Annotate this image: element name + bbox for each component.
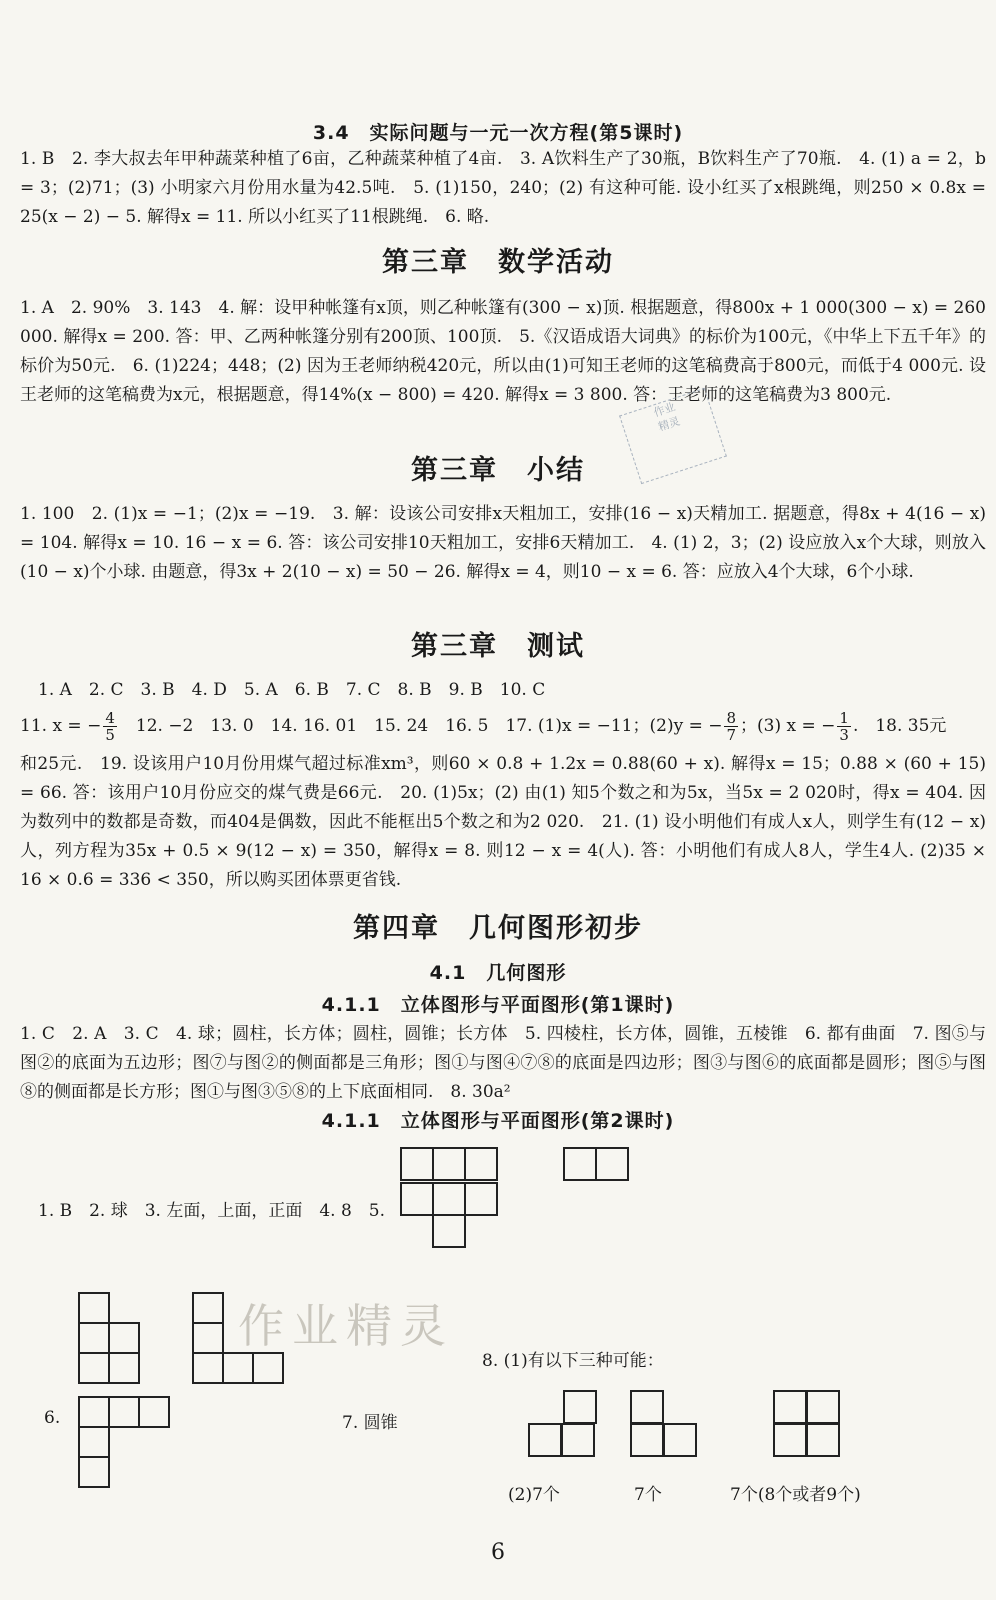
grid-cell (78, 1352, 110, 1384)
section-3-4-answers: 1. B 2. 李大叔去年甲种蔬菜种植了6亩，乙种蔬菜种植了4亩. 3. A饮料生产了30瓶，B饮料生产了70瓶. 4. (1) a = 2，b = 3；(2)71；(3) 小明家六月份用水量为42.5吨. 5. (1)150，240；(2) 有这种可能. 设小红买了x根跳绳，则250 × 0.8x = 25(x − 2) − 5. 解得x = 11. 所以小红买了11根跳绳. 6. 略. (20, 149, 986, 227)
chapter-title-test: 第三章 测试 (411, 631, 585, 662)
watermark-text: 作业精灵 (238, 1299, 454, 1353)
summary-answers: 1. 100 2. (1)x = −1；(2)x = −19. 3. 解：设该公司安排x天粗加工，安排(16 − x)天精加工. 据题意，得8x + 4(16 − x) = 104. 解得x = 10. 16 − x = 6. 答：该公司安排10天粗加工，安排6天精加工. 4. (1) 2，3；(2) 设应放入x个大球，则放入(10 − x)个小球. 由题意，得3x + 2(10 − x) = 50 − 26. 解得x = 4，则10 − x = 6. 答：应放入4个大球，6个小球. (20, 504, 986, 582)
lesson2-answers-line: 1. B 2. 球 3. 左面，上面，正面 4. 8 5. (38, 1201, 386, 1221)
grid-cell (432, 1182, 466, 1216)
q8-answer: 8. (1)有以下三种可能： (482, 1351, 664, 1371)
grid-cell (78, 1456, 110, 1488)
chapter-title-summary: 第三章 小结 (411, 455, 585, 486)
grid-cell (806, 1390, 840, 1424)
math-activity-answers: 1. A 2. 90% 3. 143 4. 解：设甲种帐篷有x顶，则乙种帐篷有(300 − x)顶. 根据题意，得800x + 1 000(300 − x) = 260 000. 解得x = 200. 答：甲、乙两种帐篷分别有200顶、100顶. 5.《汉语成语大词典》的标价为100元，《中华上下五千年》的标价为50元. 6. (1)224；448；(2) 因为王老师纳税420元，所以由(1)可知王老师的这笔稿费高于800元，而低于4 000元. 设王老师的这笔稿费为x元，根据题意，得14%(x − 800) = 420. 解得x = 3 800. 答：王老师的这笔稿费为3 800元. (20, 298, 986, 405)
fill-text-d: . 18. 35元 (852, 716, 947, 736)
fraction-8-7: $\frac{8}{7}$ (726, 709, 737, 744)
test-fill-answers (20, 710, 946, 743)
q7-answer: 7. 圆锥 (342, 1413, 398, 1433)
q6-label: 6. (44, 1408, 61, 1428)
grid-cell (663, 1423, 697, 1457)
fraction-4-5: $\frac{4}{5}$ (105, 709, 115, 744)
chapter-title-math-activity: 第三章 数学活动 (382, 247, 614, 278)
grid-cell (78, 1322, 110, 1354)
grid-cell (528, 1423, 562, 1457)
q8-part2-answer-1: (2)7个 (508, 1485, 560, 1505)
grid-cell (464, 1147, 498, 1181)
grid-cell (400, 1182, 434, 1216)
grid-cell (432, 1147, 466, 1181)
grid-cell (630, 1423, 664, 1457)
grid-cell (806, 1423, 840, 1457)
chapter-title-geometry: 第四章 几何图形初步 (353, 913, 643, 944)
section-title-4-1-1-lesson2: 4.1.1 立体图形与平面图形(第2课时) (321, 1110, 675, 1132)
lesson1-answers: 1. C 2. A 3. C 4. 球；圆柱，长方体；圆柱，圆锥；长方体 5. 四棱柱，长方体，圆锥，五棱锥 6. 都有曲面 7. 图⑤与图②的底面为五边形；图⑦与图②的侧面都是三角形；图①与图④⑦⑧的底面是四边形；图③与图⑥的底面都是圆形；图⑤与图⑧的侧面都是长方形；图①与图③⑤⑧的上下底面相同. 8. 30a² (20, 1024, 986, 1102)
q8-part2-answer-2: 7个 (634, 1485, 662, 1505)
grid-cell (192, 1322, 224, 1354)
grid-cell (78, 1292, 110, 1324)
grid-cell (773, 1423, 807, 1457)
grid-cell (432, 1214, 466, 1248)
test-mc-answers: 1. A 2. C 3. B 4. D 5. A 6. B 7. C 8. B 9. B 10. C (38, 680, 546, 700)
q8-part2-answer-3: 7个(8个或者9个) (730, 1485, 861, 1505)
grid-cell (78, 1426, 110, 1458)
test-answers-paragraph: 和25元. 19. 设该用户10月份用煤气超过标准xm³，则60 × 0.8 + 1.2x = 0.88(60 + x). 解得x = 15；0.88 × (60 + 15) = 66. 答：该用户10月份应交的煤气费是66元. 20. (1)5x；(2) 由(1) 知5个数之和为5x，当5x = 2 020时，得x = 404. 因为数列中的数都是奇数，而404是偶数，因此不能框出5个数之和为2 020. 21. (1) 设小明他们有成人x人，则学生有(12 − x)人，列方程为35x + 0.5 × 9(12 − x) = 350，解得x = 8. 则12 − x = 4(人). 答：小明他们有成人8人，学生4人. (2)35 × 16 × 0.6 = 336 < 350，所以购买团体票更省钱. (20, 754, 986, 890)
fill-text-c: ；(3) x = − (740, 716, 836, 736)
grid-cell (192, 1292, 224, 1324)
grid-cell (108, 1322, 140, 1354)
fraction-1-3: $\frac{1}{3}$ (839, 709, 849, 744)
grid-cell (464, 1182, 498, 1216)
fill-text-b: 12. −2 13. 0 14. 16. 01 15. 24 16. 5 17. (1)x = −11；(2)y = − (118, 716, 723, 736)
grid-cell (563, 1390, 597, 1424)
page-number: 6 (491, 1540, 505, 1565)
grid-cell (108, 1396, 140, 1428)
grid-cell (138, 1396, 170, 1428)
section-title-4-1: 4.1 几何图形 (429, 962, 567, 984)
section-title-3-4: 3.4 实际问题与一元一次方程(第5课时) (312, 122, 684, 144)
grid-cell (192, 1352, 224, 1384)
grid-cell (400, 1147, 434, 1181)
grid-cell (630, 1390, 664, 1424)
grid-cell (222, 1352, 254, 1384)
grid-cell (595, 1147, 629, 1181)
grid-cell (78, 1396, 110, 1428)
grid-cell (108, 1352, 140, 1384)
section-title-4-1-1-lesson1: 4.1.1 立体图形与平面图形(第1课时) (321, 994, 675, 1016)
fill-text-a: 11. x = − (20, 716, 102, 736)
grid-cell (773, 1390, 807, 1424)
grid-cell (252, 1352, 284, 1384)
grid-cell (561, 1423, 595, 1457)
stamp-logo: 作业 精灵 (619, 388, 727, 484)
grid-cell (563, 1147, 597, 1181)
